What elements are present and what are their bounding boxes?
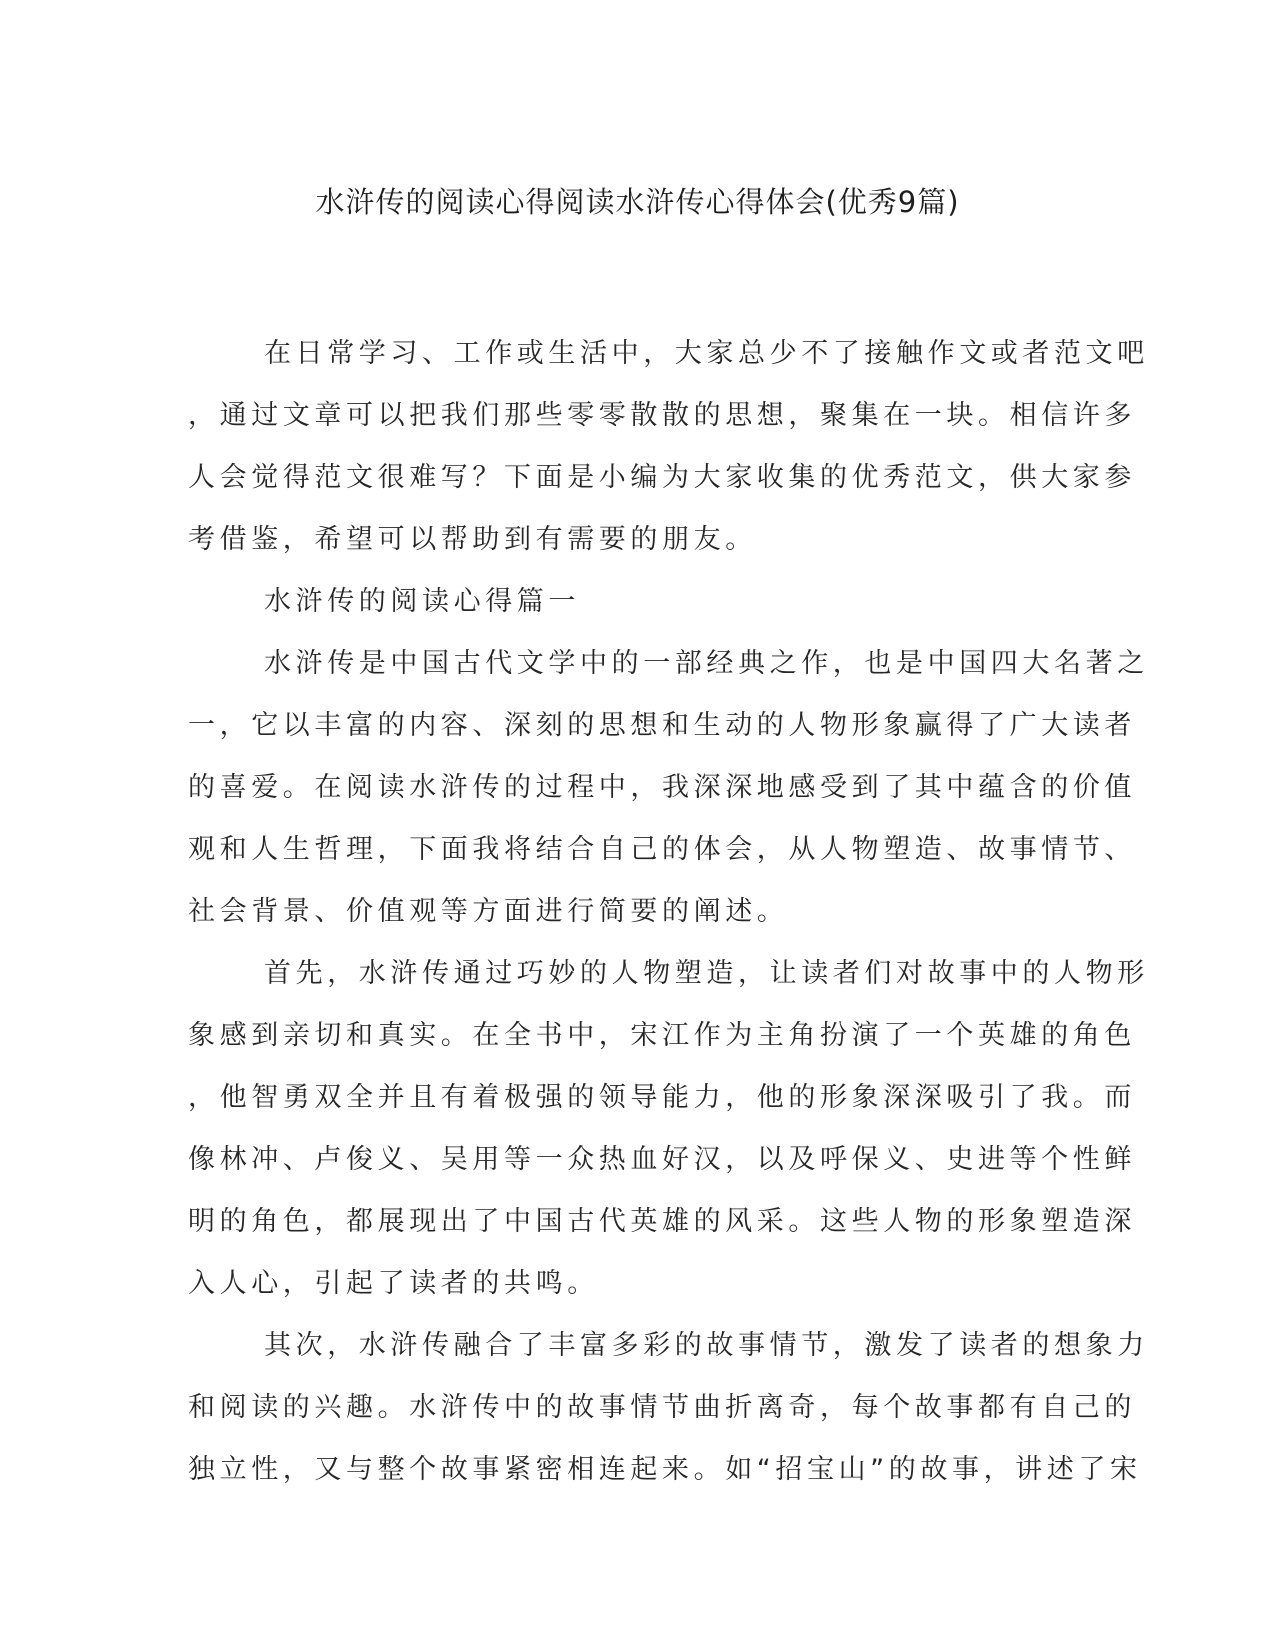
- document-body: [188, 334, 1149, 1512]
- text-line: 在日常学习、工作或生活中，大家总少不了接触作文或者范文吧: [264, 338, 1149, 369]
- text-line: 考借鉴，希望可以帮助到有需要的朋友。: [188, 524, 757, 555]
- text-line: 像林冲、卢俊义、吴用等一众热血好汉，以及呼保义、史进等个性鲜: [188, 1144, 1136, 1175]
- text-line: 其次，水浒传融合了丰富多彩的故事情节，激发了读者的想象力: [264, 1330, 1149, 1361]
- text-line: 和阅读的兴趣。水浒传中的故事情节曲折离奇，每个故事都有自己的: [188, 1392, 1136, 1423]
- document-title: 水浒传的阅读心得阅读水浒传心得体会(优秀9篇): [315, 185, 960, 219]
- text-line: 明的角色，都展现出了中国古代英雄的风采。这些人物的形象塑造深: [188, 1206, 1136, 1237]
- text-line: 的喜爱。在阅读水浒传的过程中，我深深地感受到了其中蕴含的价值: [188, 772, 1136, 803]
- text-line: 一，它以丰富的内容、深刻的思想和生动的人物形象赢得了广大读者: [188, 710, 1136, 741]
- text-line: ，他智勇双全并且有着极强的领导能力，他的形象深深吸引了我。而: [188, 1082, 1136, 1113]
- text-line: 观和人生哲理，下面我将结合自己的体会，从人物塑造、故事情节、: [188, 834, 1136, 865]
- text-line: 独立性，又与整个故事紧密相连起来。如“招宝山”的故事，讲述了宋: [188, 1454, 1142, 1485]
- text-line: 人会觉得范文很难写？下面是小编为大家收集的优秀范文，供大家参: [188, 462, 1136, 493]
- text-line: 象感到亲切和真实。在全书中，宋江作为主角扮演了一个英雄的角色: [188, 1020, 1136, 1051]
- text-line: 社会背景、价值观等方面进行简要的阐述。: [188, 896, 789, 927]
- text-line: ，通过文章可以把我们那些零零散散的思想，聚集在一块。相信许多: [188, 400, 1136, 431]
- text-line: 入人心，引起了读者的共鸣。: [188, 1268, 599, 1299]
- text-line: 水浒传是中国古代文学中的一部经典之作，也是中国四大名著之: [264, 648, 1149, 679]
- section-heading: 水浒传的阅读心得篇一: [264, 586, 580, 617]
- text-line: 首先，水浒传通过巧妙的人物塑造，让读者们对故事中的人物形: [264, 958, 1149, 989]
